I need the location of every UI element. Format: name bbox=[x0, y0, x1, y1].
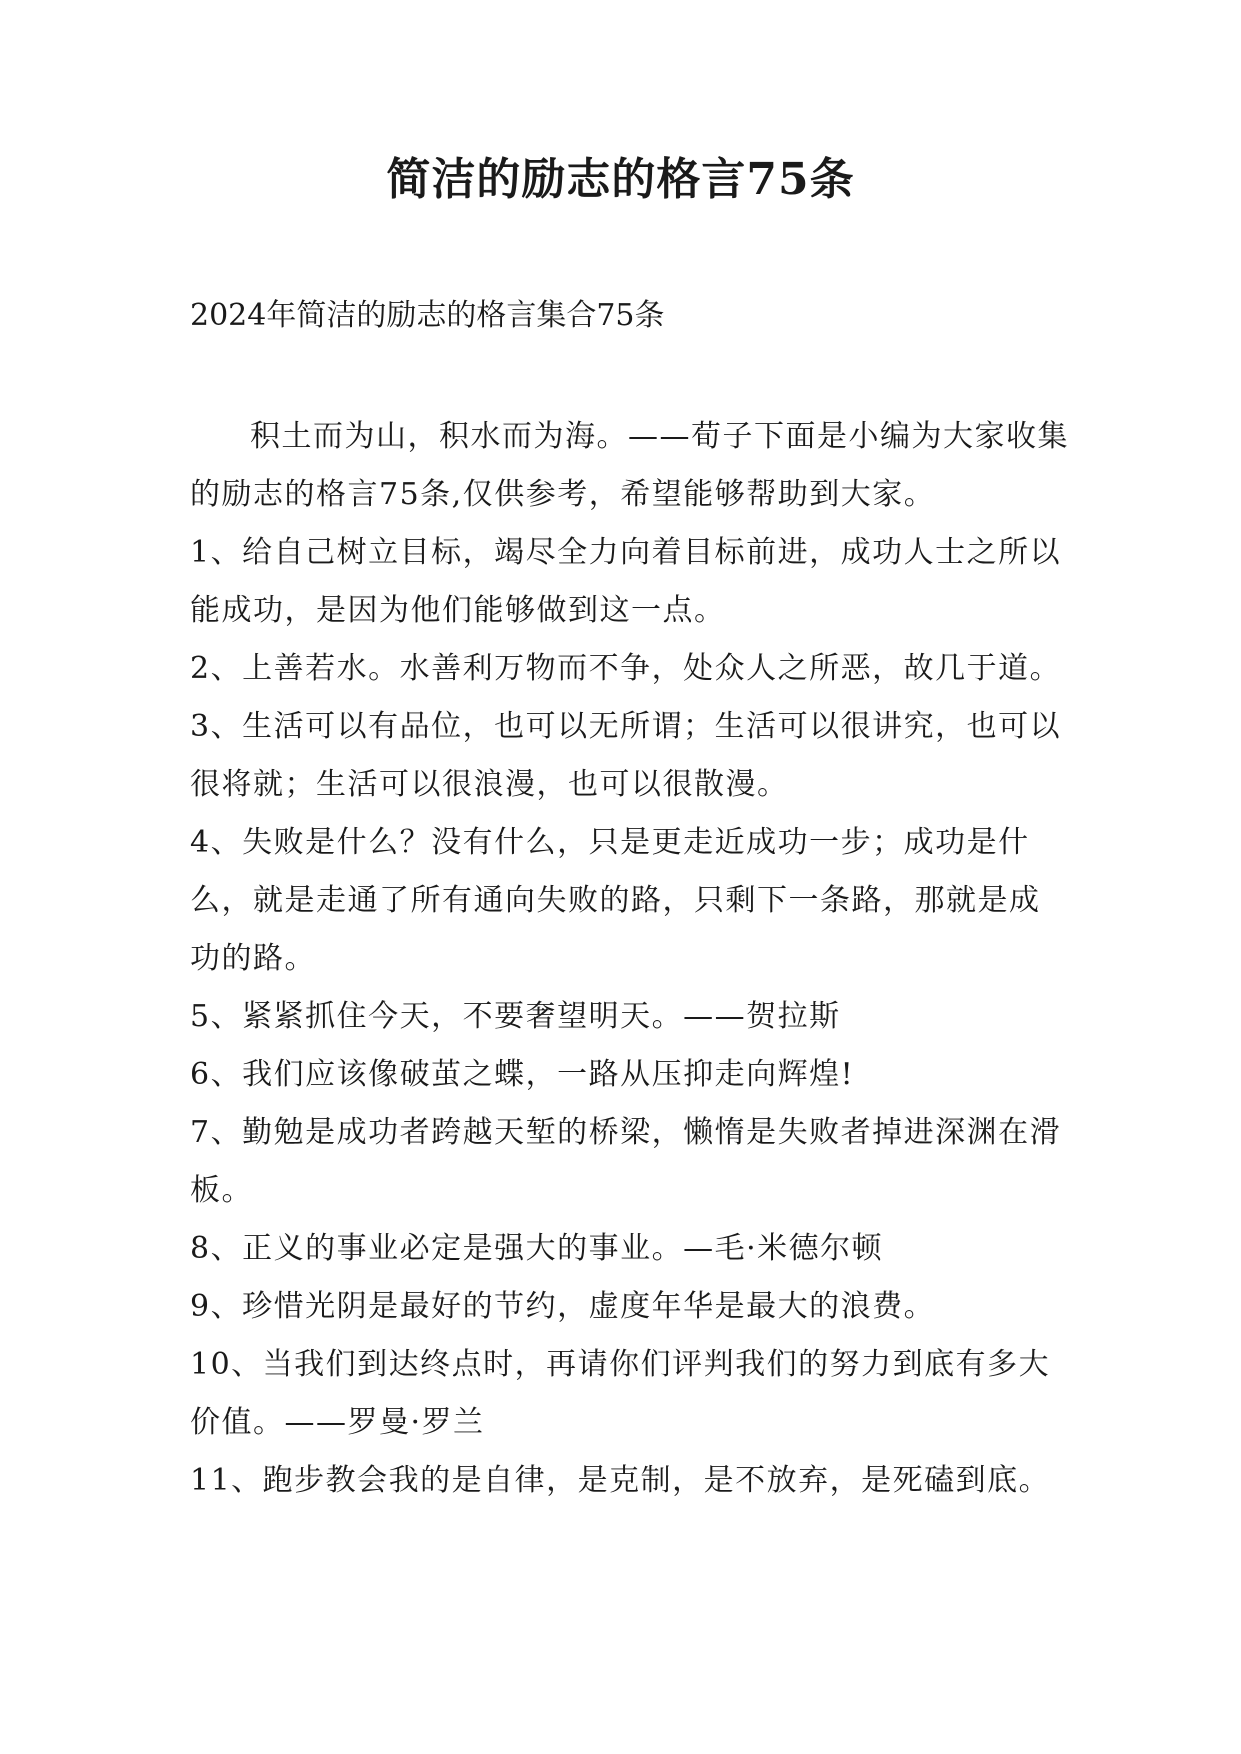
maxim-item: 6、我们应该像破茧之蝶，一路从压抑走向辉煌! bbox=[190, 1057, 855, 1092]
maxim-item: 7、勤勉是成功者跨越天堑的桥梁，懒惰是失败者掉进深渊在滑板。 bbox=[190, 1115, 1062, 1208]
intro-paragraph: 积土而为山，积水而为海。——荀子下面是小编为大家收集的励志的格言75条,仅供参考，希望能够帮助到大家。 bbox=[190, 419, 1069, 512]
maxim-item: 10、当我们到达终点时，再请你们评判我们的努力到底有多大价值。——罗曼·罗兰 bbox=[190, 1347, 1051, 1440]
maxim-item: 2、上善若水。水善利万物而不争，处众人之所恶，故几于道。 bbox=[190, 651, 1062, 686]
maxim-item: 8、正义的事业必定是强大的事业。—毛·米德尔顿 bbox=[190, 1231, 884, 1266]
maxim-item: 9、珍惜光阴是最好的节约，虚度年华是最大的浪费。 bbox=[190, 1289, 936, 1324]
document-title: 简洁的励志的格言75条 bbox=[386, 154, 855, 205]
maxim-item: 5、紧紧抓住今天，不要奢望明天。——贺拉斯 bbox=[190, 999, 841, 1034]
document-body bbox=[190, 408, 1070, 1510]
maxim-item: 4、失败是什么？没有什么，只是更走近成功一步；成功是什么，就是走通了所有通向失败的路，只剩下一条路，那就是成功的路。 bbox=[190, 825, 1041, 976]
maxim-item: 3、生活可以有品位，也可以无所谓；生活可以很讲究，也可以很将就；生活可以很浪漫，也可以很散漫。 bbox=[190, 709, 1062, 802]
maxim-item: 1、给自己树立目标，竭尽全力向着目标前进，成功人士之所以能成功，是因为他们能够做到这一点。 bbox=[190, 535, 1062, 628]
maxim-item: 11、跑步教会我的是自律，是克制，是不放弃，是死磕到底。 bbox=[190, 1463, 1051, 1498]
document-subtitle: 2024年简洁的励志的格言集合75条 bbox=[190, 298, 665, 333]
